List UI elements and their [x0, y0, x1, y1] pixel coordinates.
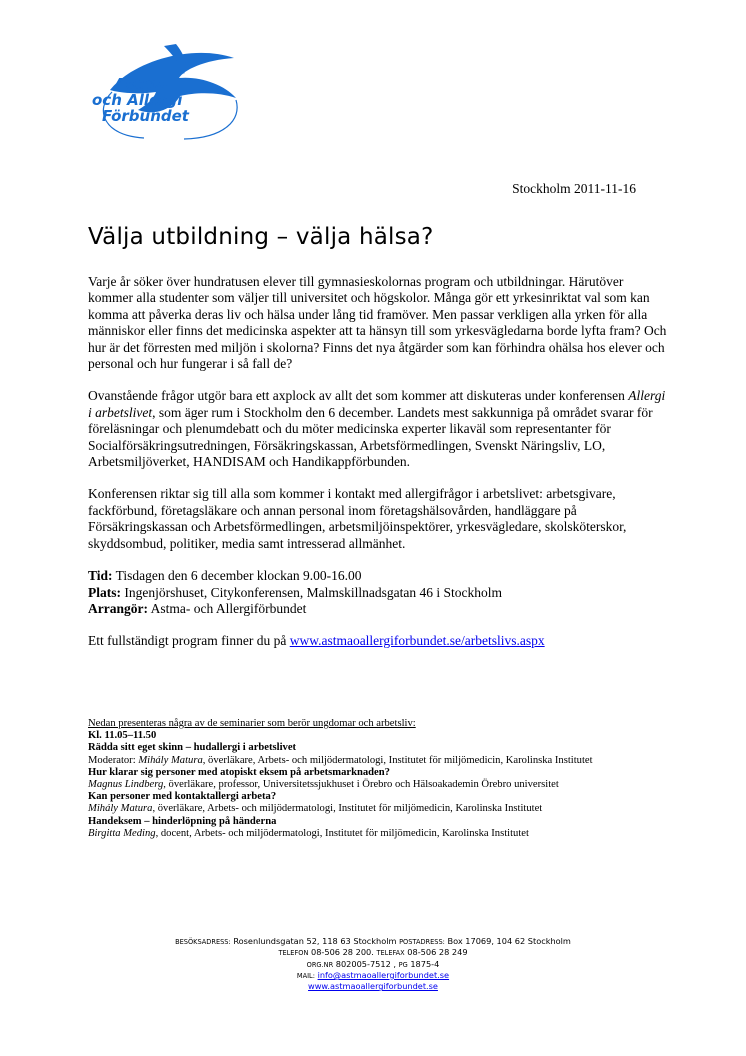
footer-email-link[interactable]: info@astmaoallergiforbundet.se: [317, 969, 450, 980]
footer-address: [0, 936, 746, 947]
arrangor-value: Astma- och Allergiförbundet: [147, 600, 307, 616]
logo-line-2: och Allergi: [92, 91, 183, 109]
seminar-title: Handeksem – hinderlöpning på händerna: [88, 815, 277, 827]
plats-value: Ingenjörshuset, Citykonferensen, Malmskillnadsgatan 46 i Stockholm: [121, 584, 502, 600]
program-text: Ett fullständigt program finner du på: [88, 633, 290, 649]
text-span: Moderator:: [88, 754, 139, 766]
logo-line-3: Förbundet: [102, 107, 189, 125]
seminar-title: Kan personer med kontaktallergi arbeta?: [88, 791, 277, 803]
footer-web-link[interactable]: www.astmaoallergiforbundet.se: [308, 981, 438, 992]
text-span: 08-506 28 200.: [308, 947, 377, 958]
text-span: 802005-7512 ,: [333, 958, 399, 969]
speaker-name: Birgitta Meding: [88, 827, 156, 839]
text-span: PG: [398, 960, 408, 969]
speaker-name: Magnus Lindberg: [88, 779, 164, 791]
seminar-time: Kl. 11.05–11.50: [88, 730, 157, 742]
tid-label: Tid:: [88, 568, 113, 584]
text-span: , överläkare, professor, Universitetssjukhuset i Örebro och Hälsoakademin Örebro universitet: [163, 779, 559, 791]
text-span: 1875-4: [407, 958, 440, 969]
text-span: , överläkare, Arbets- och miljödermatologi, Institutet för miljömedicin, Karolinska Institutet: [152, 803, 543, 815]
seminar-speaker: [88, 755, 688, 767]
text-span: Ovanstående frågor utgör bara ett axplock av allt det som kommer att diskuteras under konferensen: [88, 388, 629, 404]
seminar-title: Rädda sitt eget skinn – hudallergi i arbetslivet: [88, 742, 297, 754]
paragraph-intro: Varje år söker över hundratusen elever till gymnasieskolornas program och utbildningar. Härutöver kommer alla studenter som väljer till universitet och högskolor. Många gör ett yrkesinriktat val som kan komma att påverka deras liv och hälsa under lång tid framöver. Men passar verkligen alla yrken för alla människor eller finns det medicinska aspekter att ta hänsyn till som yrkesvägledarna borde lyfta fram? Och hur är det förresten med miljön i skolorna? Finns det nya åtgärder som kan förhindra ohälsa hos elever och personal och hur fungerar i så fall de?: [88, 274, 667, 372]
seminar-intro: Nedan presenteras några av de seminarier som berör ungdomar och arbetsliv:: [88, 718, 416, 729]
page-title: Välja utbildning – välja hälsa?: [88, 224, 434, 250]
paragraph-audience: Konferensen riktar sig till alla som kommer i kontakt med allergifrågor i arbetslivet: arbetsgivare, fackförbund, företagsläkare och annan personal inom företagshälsovården, handläggare på Försäkringskassan och Arbetsförmedlingen, arbetsmiljöinspektörer, yrkesvägledare, skolsköterskor, skyddsombud, politiker, media samt intresserad allmänhet.: [88, 486, 627, 551]
program-line: [88, 633, 668, 649]
text-span: POSTADRESS:: [399, 938, 445, 946]
tid-value: Tisdagen den 6 december klockan 9.00-16.00: [112, 568, 362, 584]
text-span: , överläkare, Arbets- och miljödermatologi, Institutet för miljömedicin, Karolinska Institutet: [202, 754, 593, 766]
speaker-name: Mihály Matura: [88, 803, 153, 815]
footer-web: [0, 981, 746, 991]
text-span: BESÖKSADRESS:: [175, 938, 231, 946]
text-span: 08-506 28 249: [404, 947, 468, 958]
footer: [0, 936, 746, 991]
text-span: Box 17069, 104 62 Stockholm: [444, 936, 571, 946]
seminar-speaker: [88, 779, 688, 791]
text-span: ORG.NR: [306, 960, 334, 969]
text-span: TELEFAX: [376, 949, 405, 958]
paragraph-conference: [88, 388, 668, 470]
text-span: , som äger rum i Stockholm den 6 december. Landets mest sakkunniga på området svarar för föreläsningar och plenumdebatt och du möter medicinska experter likaväl som representanter för Socialförsäkringsutredningen, Försäkringskassan, Arbetsförmedlingen, Svenskt Näringsliv, LO, Arbetsmiljöverket, HANDISAM och Handikappförbunden.: [88, 404, 653, 470]
text-span: , docent, Arbets- och miljödermatologi, Institutet för miljömedicin, Karolinska Institutet: [155, 827, 529, 839]
arrangor-label: Arrangör:: [88, 600, 148, 616]
plats-label: Plats:: [88, 584, 121, 600]
text-span: Rosenlundsgatan 52, 118 63 Stockholm: [230, 936, 400, 946]
logo: [84, 40, 244, 140]
document-date: Stockholm 2011-11-16: [512, 181, 636, 196]
text-span: TELEFON: [278, 949, 309, 958]
event-details: [88, 568, 668, 617]
logo-line-1: Astma: [114, 75, 168, 93]
conference-name: Allergi i arbetslivet: [88, 388, 666, 420]
document-body: [88, 274, 668, 666]
text-span: MAIL:: [296, 971, 315, 980]
seminar-speaker: [88, 803, 688, 815]
seminar-title: Hur klarar sig personer med atopiskt eksem på arbetsmarknaden?: [88, 766, 390, 778]
footer-org: [0, 959, 746, 970]
seminar-list: [88, 718, 688, 840]
speaker-name: Mihály Matura: [138, 754, 203, 766]
footer-mail: [0, 970, 746, 981]
seminar-speaker: [88, 828, 688, 840]
program-link[interactable]: www.astmaoallergiforbundet.se/arbetslivs.aspx: [289, 633, 545, 649]
footer-phone: [0, 947, 746, 958]
